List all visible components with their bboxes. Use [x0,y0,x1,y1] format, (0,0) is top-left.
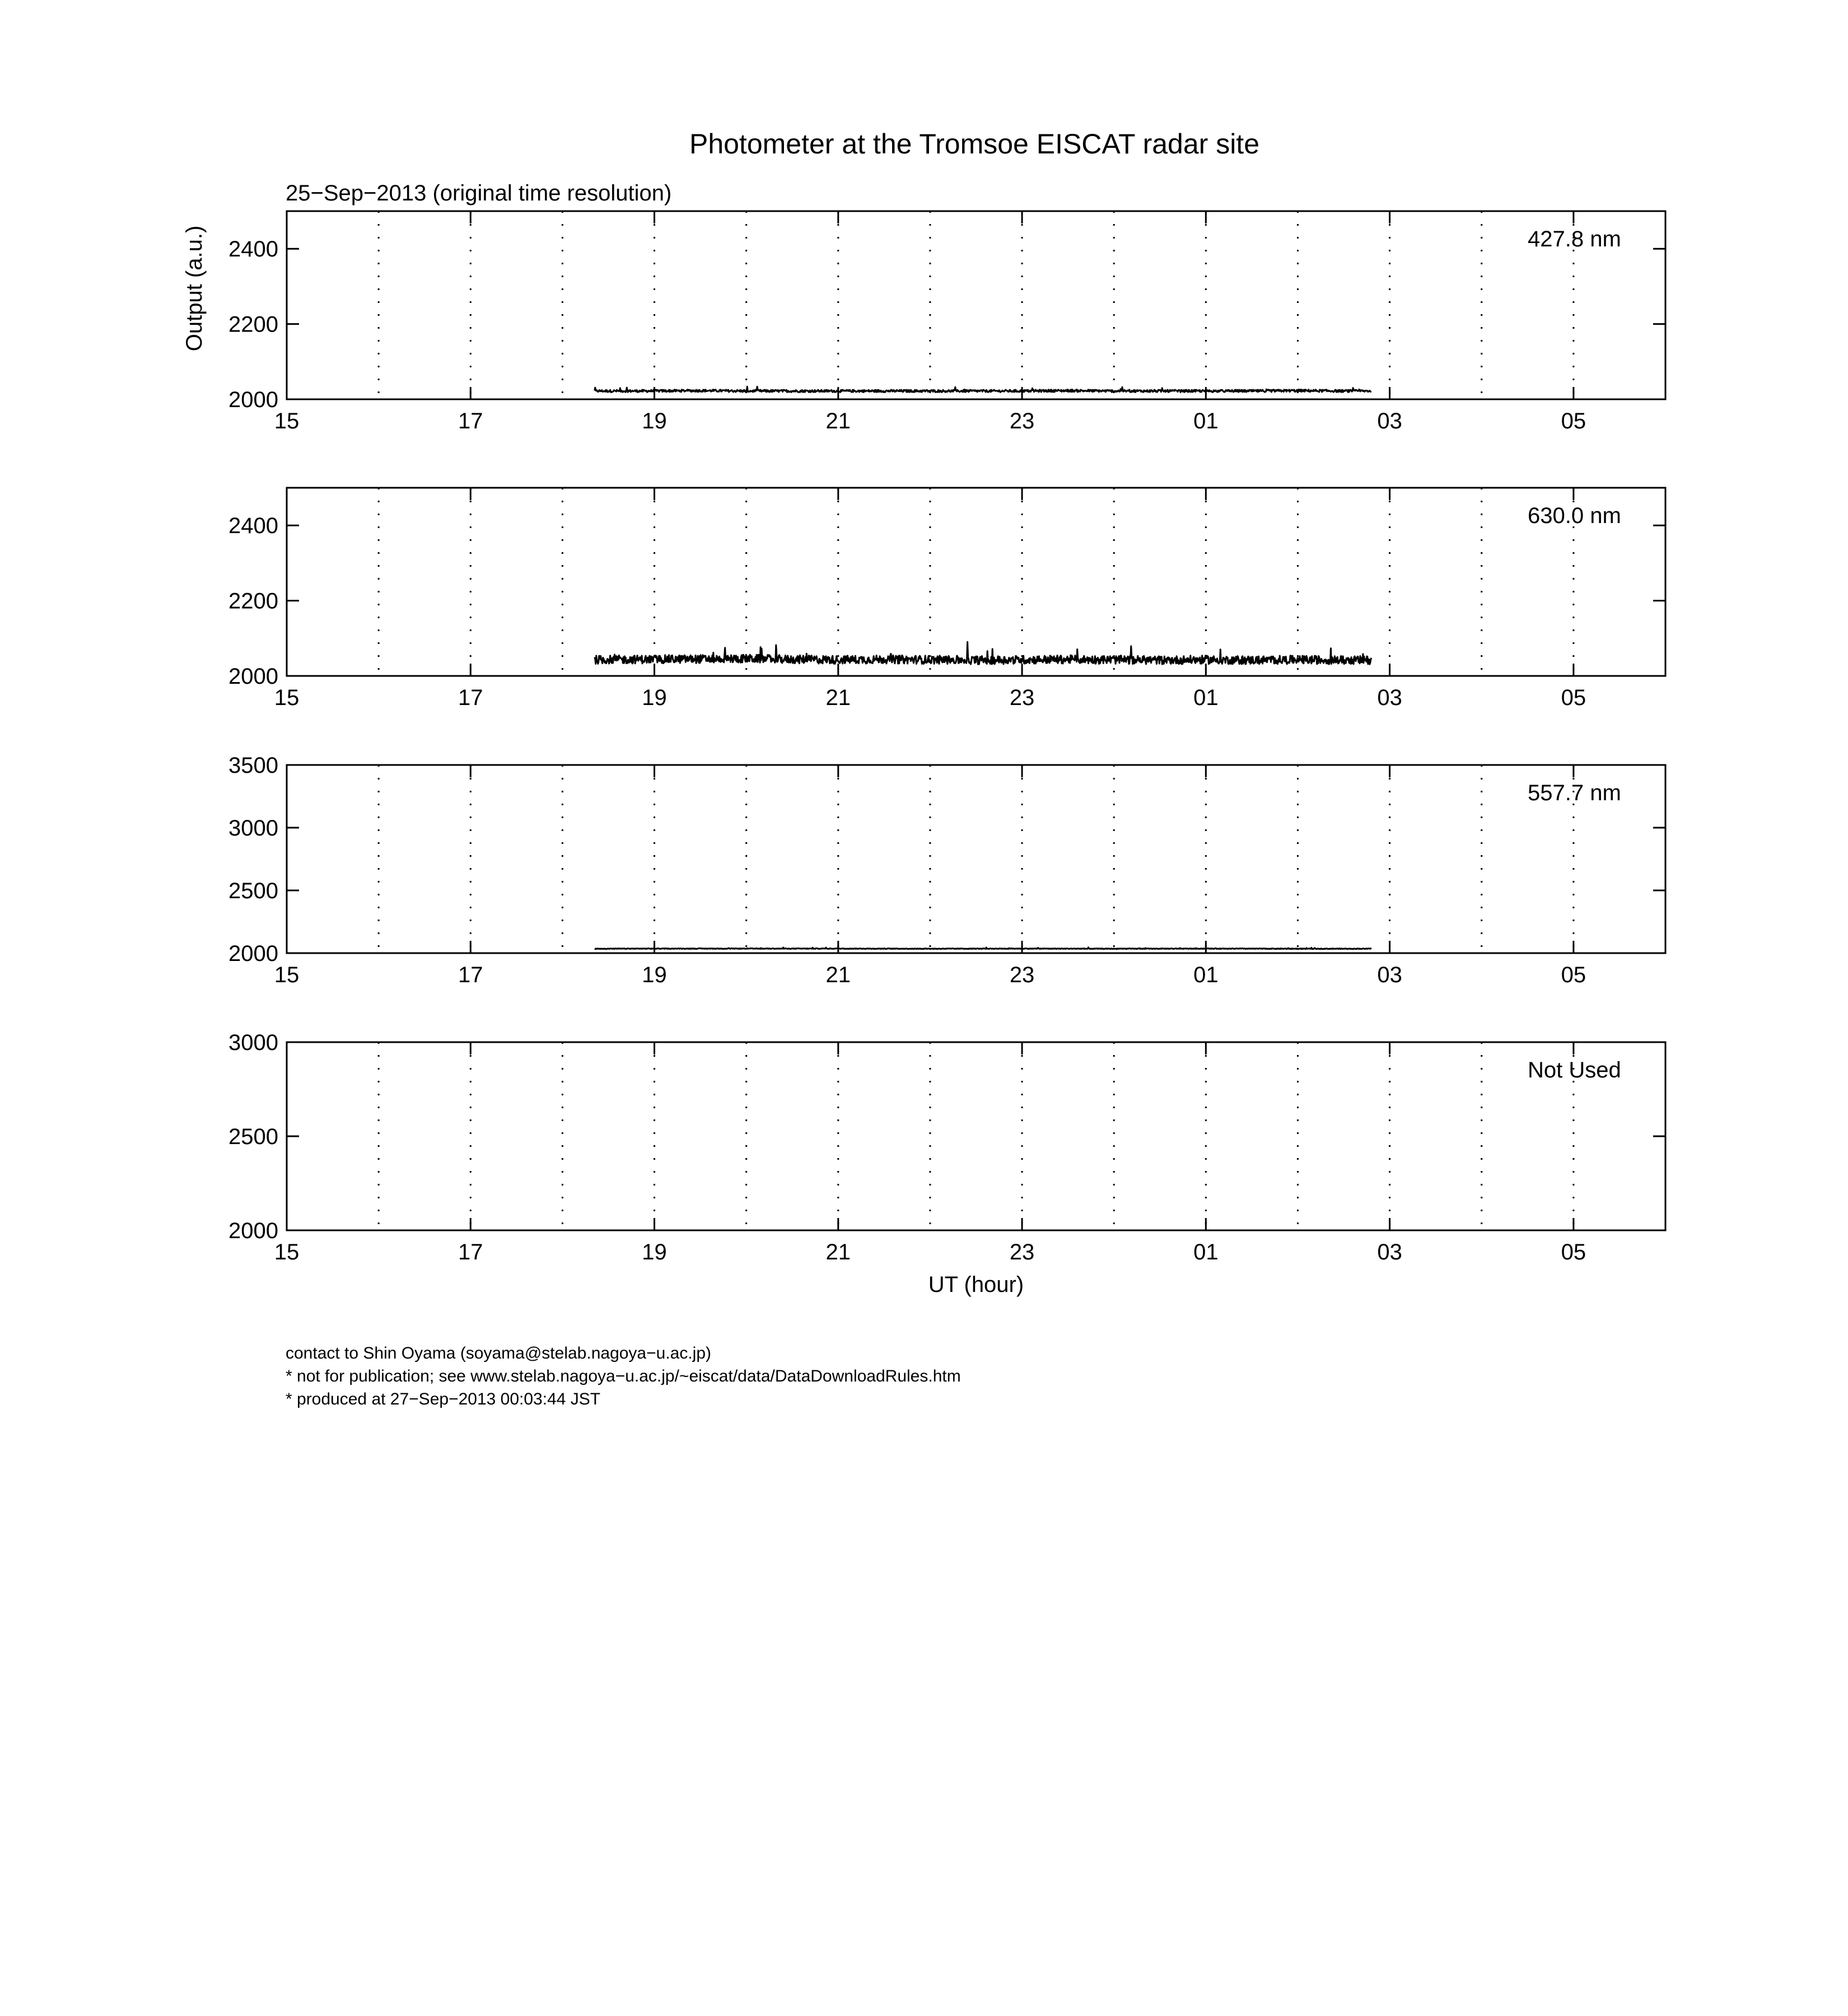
panel-label: 557.7 nm [1528,781,1621,805]
y-tick-label: 2400 [228,514,278,539]
x-tick-label: 19 [642,1240,667,1264]
x-tick-label: 21 [825,685,851,710]
y-tick-label: 2000 [228,1219,278,1243]
y-tick-label: 2000 [228,388,278,412]
y-tick-label: 3000 [228,1030,278,1055]
x-tick-label: 01 [1193,1240,1219,1264]
x-tick-label: 01 [1193,963,1219,987]
x-tick-label: 03 [1377,685,1402,710]
x-tick-label: 17 [458,685,483,710]
footnote-produced: * produced at 27−Sep−2013 00:03:44 JST [286,1390,601,1408]
x-tick-label: 15 [274,1240,300,1264]
y-axis-label: Output (a.u.) [182,225,207,352]
figure-title: Photometer at the Tromsoe EISCAT radar site [689,128,1260,160]
y-tick-label: 2000 [228,941,278,966]
figure-subtitle: 25−Sep−2013 (original time resolution) [286,181,672,206]
y-tick-label: 2500 [228,1124,278,1149]
x-tick-label: 23 [1009,963,1035,987]
x-tick-label: 01 [1193,685,1219,710]
x-tick-label: 03 [1377,963,1402,987]
x-tick-label: 19 [642,685,667,710]
panel-label: 427.8 nm [1528,227,1621,251]
x-tick-label: 05 [1561,409,1586,433]
x-tick-label: 21 [825,1240,851,1264]
x-tick-label: 19 [642,963,667,987]
x-tick-label: 21 [825,409,851,433]
footnote-publication: * not for publication; see www.stelab.nagoya−u.ac.jp/~eiscat/data/DataDownloadRules.htm [286,1367,961,1385]
x-tick-label: 05 [1561,963,1586,987]
y-tick-label: 2200 [228,312,278,337]
y-tick-label: 3000 [228,816,278,841]
x-tick-label: 17 [458,409,483,433]
footnote-contact: contact to Shin Oyama (soyama@stelab.nagoya−u.ac.jp) [286,1344,712,1362]
x-tick-label: 19 [642,409,667,433]
panel-label: Not Used [1528,1058,1621,1082]
x-tick-label: 23 [1009,1240,1035,1264]
x-tick-label: 17 [458,1240,483,1264]
x-tick-label: 05 [1561,685,1586,710]
y-tick-label: 2400 [228,237,278,262]
x-tick-label: 03 [1377,409,1402,433]
x-tick-label: 01 [1193,409,1219,433]
x-tick-label: 15 [274,685,300,710]
x-tick-label: 03 [1377,1240,1402,1264]
x-tick-label: 21 [825,963,851,987]
x-tick-label: 15 [274,409,300,433]
x-tick-label: 05 [1561,1240,1586,1264]
x-tick-label: 15 [274,963,300,987]
y-tick-label: 2200 [228,589,278,614]
x-axis-label: UT (hour) [928,1272,1024,1297]
panel-label: 630.0 nm [1528,503,1621,528]
y-tick-label: 3500 [228,753,278,778]
x-tick-label: 23 [1009,685,1035,710]
x-tick-label: 23 [1009,409,1035,433]
x-tick-label: 17 [458,963,483,987]
y-tick-label: 2500 [228,879,278,903]
y-tick-label: 2000 [228,664,278,689]
